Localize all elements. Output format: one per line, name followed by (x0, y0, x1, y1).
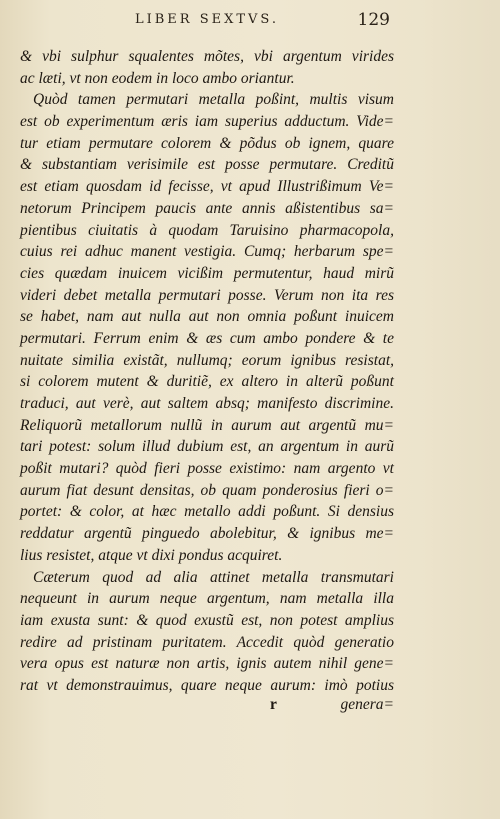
running-head: LIBER SEXTVS. (134, 12, 279, 27)
text-line: redire ad pristinam puritatem. Accedit quòd generatio (20, 633, 394, 651)
text-line: ac læti, vt non eodem in loco ambo oriantur. (20, 69, 295, 87)
text-line: vera opus est naturæ non artis, ignis autem nihil gene= (20, 655, 394, 673)
page-footer (20, 696, 394, 718)
text-line: est etiam quosdam id fecisse, vt apud Illustrißimum Ve= (20, 178, 394, 196)
text-line: nuitate similia existãt, nullumq; eorum ignibus resistat, (20, 351, 394, 369)
text-line: permutari. Ferrum enim & æs cum ambo pondere & te (20, 329, 394, 347)
text-line: se habet, nam aut nulla aut non omnia poßunt inuicem (20, 308, 394, 326)
text-line: cies quædam inuicem vicißim permutentur, haud mirũ (20, 264, 394, 282)
text-line: Reliquorũ metallorum nullũ in aurum aut argentũ mu= (20, 416, 394, 434)
text-line: nequeunt in aurum neque argentum, nam metalla illa (20, 590, 394, 608)
text-line: iam exusta sunt: & quod exustũ est, non potest amplius (20, 611, 394, 629)
signature-mark: r (270, 696, 277, 713)
text-line: rat vt demonstrauimus, quare neque aurum: imò potius (20, 676, 394, 694)
page-number: 129 (357, 10, 390, 30)
text-line: Quòd tamen permutari metalla poßint, multis visum (33, 91, 394, 109)
text-line: est ob experimentum æris iam superius adductum. Vide= (20, 113, 394, 131)
catchword: genera= (340, 696, 394, 713)
text-line: si colorem mutent & duritiẽ, ex altero in alterũ poßunt (20, 373, 394, 391)
text-line: Cæterum quod ad alia attinet metalla transmutari (33, 568, 394, 586)
text-line: netorum Principem paucis ante annis aßistentibus sa= (20, 199, 394, 217)
text-line: cuius rei adhuc manent vestigia. Cumq; herbarum spe= (20, 243, 394, 261)
text-line: lius resistet, atque vt dixi pondus acquiret. (20, 546, 283, 564)
text-line: tur etiam permutare colorem & põdus ob ignem, quare (20, 134, 394, 152)
text-line: aurum fiat desunt densitas, ob quam ponderosius fieri o= (20, 481, 394, 499)
text-line: reddatur argentũ pinguedo abolebitur, & ignibus me= (20, 525, 394, 543)
text-line: traduci, aut verè, aut saltem absq; manifesto discrimine. (20, 395, 394, 412)
text-line: pientibus ciuitatis à quodam Taruisino pharmacopola, (20, 221, 394, 239)
text-block (20, 46, 394, 697)
text-line: poßit mutari? quòd fieri posse existimo: nam argento vt (20, 460, 394, 478)
text-line: tari potest: solum illud dubium est, an argentum in aurũ (20, 438, 394, 456)
text-line: videri debet metalla permutari posse. Verum non ita res (20, 286, 394, 304)
text-line: & substantiam verisimile est posse permutare. Creditũ (20, 156, 394, 174)
page-edge-shading (420, 0, 500, 819)
text-line: portet: & color, at hæc metallo addi poßunt. Si densius (20, 503, 394, 521)
text-line: & vbi sulphur squalentes mõtes, vbi argentum virides (20, 48, 394, 65)
